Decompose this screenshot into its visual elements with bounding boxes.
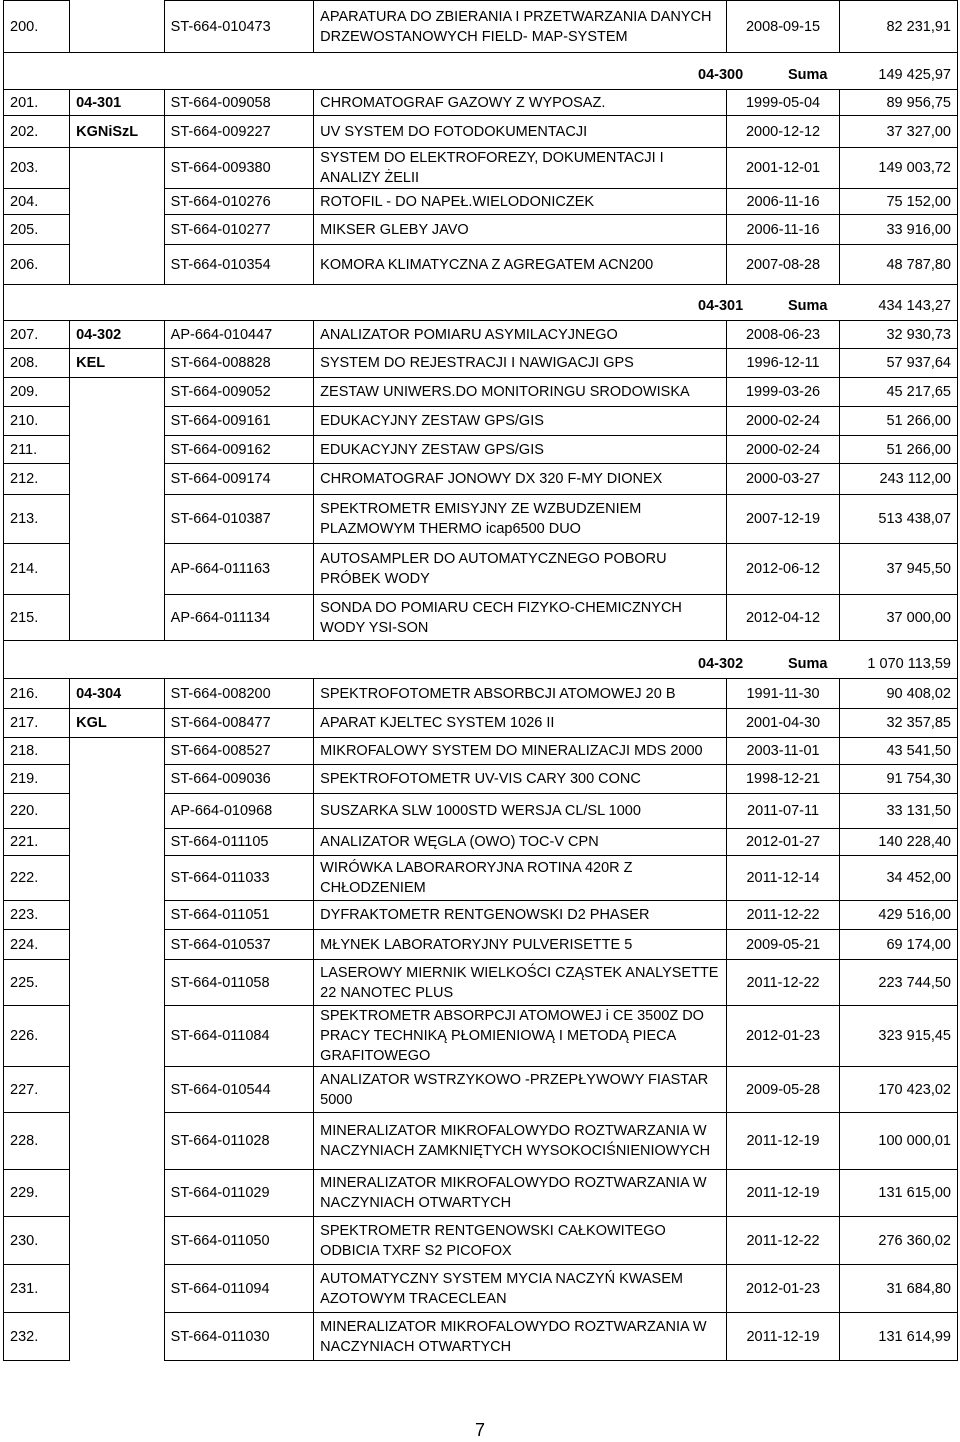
asset-value: 37 000,00 xyxy=(839,595,957,641)
inventory-number: ST-664-009036 xyxy=(164,765,314,794)
row-number: 221. xyxy=(4,829,70,856)
sum-value: 434 143,27 xyxy=(878,298,951,314)
inventory-number: ST-664-011094 xyxy=(164,1265,314,1313)
group-code xyxy=(70,1,165,53)
group-code xyxy=(70,1217,165,1265)
asset-name: KOMORA KLIMATYCZNA Z AGREGATEM ACN200 xyxy=(314,245,727,285)
asset-value: 429 516,00 xyxy=(839,901,957,930)
inventory-number: ST-664-011030 xyxy=(164,1313,314,1361)
inventory-number: ST-664-009174 xyxy=(164,464,314,495)
row-number: 230. xyxy=(4,1217,70,1265)
acquisition-date: 2006-11-16 xyxy=(727,189,840,215)
row-number: 227. xyxy=(4,1067,70,1113)
acquisition-date: 2000-12-12 xyxy=(727,116,840,148)
row-number: 213. xyxy=(4,495,70,544)
asset-value: 131 615,00 xyxy=(839,1170,957,1217)
asset-name: MŁYNEK LABORATORYJNY PULVERISETTE 5 xyxy=(314,930,727,960)
asset-value: 31 684,80 xyxy=(839,1265,957,1313)
asset-name: MINERALIZATOR MIKROFALOWYDO ROZTWARZANIA W NACZYNIACH OTWARTYCH xyxy=(314,1170,727,1217)
sum-group-code: 04-302 xyxy=(698,656,744,672)
acquisition-date: 1996-12-11 xyxy=(727,349,840,378)
asset-name: SPEKTROMETR RENTGENOWSKI CAŁKOWITEGO ODBICIA TXRF S2 PICOFOX xyxy=(314,1217,727,1265)
acquisition-date: 2008-09-15 xyxy=(727,1,840,53)
acquisition-date: 2011-12-19 xyxy=(727,1113,840,1170)
inventory-number: ST-664-011058 xyxy=(164,960,314,1006)
acquisition-date: 2000-03-27 xyxy=(727,464,840,495)
inventory-number: ST-664-011029 xyxy=(164,1170,314,1217)
acquisition-date: 2003-11-01 xyxy=(727,738,840,765)
sum-label: Suma xyxy=(788,67,828,83)
group-code xyxy=(70,544,165,595)
acquisition-date: 2001-12-01 xyxy=(727,148,840,189)
acquisition-date: 2011-12-22 xyxy=(727,1217,840,1265)
acquisition-date: 2012-01-23 xyxy=(727,1265,840,1313)
asset-value: 100 000,01 xyxy=(839,1113,957,1170)
inventory-number: AP-664-011163 xyxy=(164,544,314,595)
inventory-number: ST-664-009161 xyxy=(164,407,314,436)
group-code xyxy=(70,829,165,856)
asset-name: MIKROFALOWY SYSTEM DO MINERALIZACJI MDS 2000 xyxy=(314,738,727,765)
acquisition-date: 2006-11-16 xyxy=(727,215,840,245)
asset-name: MINERALIZATOR MIKROFALOWYDO ROZTWARZANIA W NACZYNIACH ZAMKNIĘTYCH WYSOKOCIŚNIENIOWYCH xyxy=(314,1113,727,1170)
asset-name: ANALIZATOR POMIARU ASYMILACYJNEGO xyxy=(314,321,727,349)
table-row xyxy=(4,378,958,407)
table-row xyxy=(4,464,958,495)
asset-value: 89 956,75 xyxy=(839,90,957,116)
asset-value: 90 408,02 xyxy=(839,679,957,709)
group-code xyxy=(70,1067,165,1113)
asset-name: CHROMATOGRAF JONOWY DX 320 F-MY DIONEX xyxy=(314,464,727,495)
inventory-number: ST-664-011105 xyxy=(164,829,314,856)
table-row xyxy=(4,215,958,245)
inventory-number: ST-664-008477 xyxy=(164,709,314,738)
asset-value: 33 916,00 xyxy=(839,215,957,245)
asset-value: 51 266,00 xyxy=(839,407,957,436)
asset-value: 91 754,30 xyxy=(839,765,957,794)
acquisition-date: 2012-01-23 xyxy=(727,1006,840,1067)
group-code xyxy=(70,215,165,245)
table-row xyxy=(4,856,958,901)
asset-value: 170 423,02 xyxy=(839,1067,957,1113)
asset-name: SPEKTROMETR EMISYJNY ZE WZBUDZENIEM PLAZMOWYM THERMO icap6500 DUO xyxy=(314,495,727,544)
inventory-number: AP-664-011134 xyxy=(164,595,314,641)
asset-value: 149 003,72 xyxy=(839,148,957,189)
group-sum-row xyxy=(4,285,958,321)
group-code xyxy=(70,495,165,544)
acquisition-date: 2001-04-30 xyxy=(727,709,840,738)
inventory-number: ST-664-011051 xyxy=(164,901,314,930)
group-code xyxy=(70,464,165,495)
acquisition-date: 2009-05-21 xyxy=(727,930,840,960)
asset-name: AUTOSAMPLER DO AUTOMATYCZNEGO POBORU PRÓBEK WODY xyxy=(314,544,727,595)
acquisition-date: 2011-12-14 xyxy=(727,856,840,901)
asset-value: 140 228,40 xyxy=(839,829,957,856)
row-number: 210. xyxy=(4,407,70,436)
asset-name: CHROMATOGRAF GAZOWY Z WYPOSAZ. xyxy=(314,90,727,116)
asset-value: 34 452,00 xyxy=(839,856,957,901)
asset-value: 43 541,50 xyxy=(839,738,957,765)
asset-name: DYFRAKTOMETR RENTGENOWSKI D2 PHASER xyxy=(314,901,727,930)
asset-name: EDUKACYJNY ZESTAW GPS/GIS xyxy=(314,436,727,464)
row-number: 218. xyxy=(4,738,70,765)
sum-group-code: 04-301 xyxy=(698,298,744,314)
sum-value: 1 070 113,59 xyxy=(867,656,951,672)
group-code xyxy=(70,1313,165,1361)
inventory-number: ST-664-011084 xyxy=(164,1006,314,1067)
acquisition-date: 2011-12-19 xyxy=(727,1170,840,1217)
acquisition-date: 1999-05-04 xyxy=(727,90,840,116)
group-code xyxy=(70,1265,165,1313)
asset-name: UV SYSTEM DO FOTODOKUMENTACJI xyxy=(314,116,727,148)
inventory-number: ST-664-011033 xyxy=(164,856,314,901)
row-number: 208. xyxy=(4,349,70,378)
table-row xyxy=(4,794,958,829)
group-code xyxy=(70,901,165,930)
asset-value: 75 152,00 xyxy=(839,189,957,215)
sum-value: 149 425,97 xyxy=(878,67,951,83)
sum-cell xyxy=(4,641,958,679)
asset-name: SPEKTROFOTOMETR ABSORBCJI ATOMOWEJ 20 B xyxy=(314,679,727,709)
inventory-number: ST-664-008527 xyxy=(164,738,314,765)
acquisition-date: 2009-05-28 xyxy=(727,1067,840,1113)
inventory-number: ST-664-010354 xyxy=(164,245,314,285)
table-row xyxy=(4,148,958,189)
row-number: 201. xyxy=(4,90,70,116)
row-number: 205. xyxy=(4,215,70,245)
row-number: 219. xyxy=(4,765,70,794)
inventory-number: ST-664-008200 xyxy=(164,679,314,709)
acquisition-date: 2007-12-19 xyxy=(727,495,840,544)
group-code xyxy=(70,738,165,765)
row-number: 200. xyxy=(4,1,70,53)
table-row xyxy=(4,595,958,641)
asset-name: ZESTAW UNIWERS.DO MONITORINGU SRODOWISKA xyxy=(314,378,727,407)
acquisition-date: 2000-02-24 xyxy=(727,436,840,464)
asset-name: MIKSER GLEBY JAVO xyxy=(314,215,727,245)
asset-name: SUSZARKA SLW 1000STD WERSJA CL/SL 1000 xyxy=(314,794,727,829)
sum-cell xyxy=(4,285,958,321)
acquisition-date: 2011-07-11 xyxy=(727,794,840,829)
acquisition-date: 2008-06-23 xyxy=(727,321,840,349)
group-code: KEL xyxy=(70,349,165,378)
inventory-document xyxy=(3,0,958,1361)
table-row xyxy=(4,1006,958,1067)
row-number: 206. xyxy=(4,245,70,285)
acquisition-date: 2011-12-19 xyxy=(727,1313,840,1361)
sum-group-code: 04-300 xyxy=(698,67,744,83)
group-sum-row xyxy=(4,53,958,90)
asset-value: 513 438,07 xyxy=(839,495,957,544)
group-code xyxy=(70,794,165,829)
inventory-number: ST-664-008828 xyxy=(164,349,314,378)
row-number: 223. xyxy=(4,901,70,930)
group-code: KGNiSzL xyxy=(70,116,165,148)
asset-value: 32 930,73 xyxy=(839,321,957,349)
asset-value: 276 360,02 xyxy=(839,1217,957,1265)
group-code: 04-301 xyxy=(70,90,165,116)
row-number: 202. xyxy=(4,116,70,148)
table-row xyxy=(4,930,958,960)
asset-name: APARATURA DO ZBIERANIA I PRZETWARZANIA DANYCH DRZEWOSTANOWYCH FIELD- MAP-SYSTEM xyxy=(314,1,727,53)
asset-value: 37 327,00 xyxy=(839,116,957,148)
asset-name: AUTOMATYCZNY SYSTEM MYCIA NACZYŃ KWASEM AZOTOWYM TRACECLEAN xyxy=(314,1265,727,1313)
inventory-number: ST-664-010473 xyxy=(164,1,314,53)
table-row xyxy=(4,1313,958,1361)
group-code: KGL xyxy=(70,709,165,738)
acquisition-date: 2007-08-28 xyxy=(727,245,840,285)
table-row xyxy=(4,765,958,794)
asset-value: 82 231,91 xyxy=(839,1,957,53)
asset-value: 51 266,00 xyxy=(839,436,957,464)
table-row xyxy=(4,495,958,544)
asset-name: EDUKACYJNY ZESTAW GPS/GIS xyxy=(314,407,727,436)
asset-name: WIRÓWKA LABORARORYJNA ROTINA 420R Z CHŁODZENIEM xyxy=(314,856,727,901)
inventory-number: ST-664-009162 xyxy=(164,436,314,464)
table-row xyxy=(4,1067,958,1113)
inventory-number: ST-664-009380 xyxy=(164,148,314,189)
group-code xyxy=(70,1113,165,1170)
row-number: 232. xyxy=(4,1313,70,1361)
inventory-number: AP-664-010447 xyxy=(164,321,314,349)
asset-name: APARAT KJELTEC SYSTEM 1026 II xyxy=(314,709,727,738)
page-number: 7 xyxy=(474,1420,485,1440)
acquisition-date: 2012-06-12 xyxy=(727,544,840,595)
row-number: 231. xyxy=(4,1265,70,1313)
inventory-number: ST-664-011050 xyxy=(164,1217,314,1265)
table-row xyxy=(4,960,958,1006)
table-row xyxy=(4,245,958,285)
row-number: 214. xyxy=(4,544,70,595)
asset-value: 223 744,50 xyxy=(839,960,957,1006)
asset-value: 323 915,45 xyxy=(839,1006,957,1067)
asset-name: SYSTEM DO REJESTRACJI I NAWIGACJI GPS xyxy=(314,349,727,378)
table-row xyxy=(4,829,958,856)
row-number: 212. xyxy=(4,464,70,495)
table-row xyxy=(4,321,958,349)
table-row xyxy=(4,189,958,215)
asset-value: 243 112,00 xyxy=(839,464,957,495)
table-row xyxy=(4,90,958,116)
asset-value: 48 787,80 xyxy=(839,245,957,285)
row-number: 226. xyxy=(4,1006,70,1067)
group-code xyxy=(70,960,165,1006)
group-code: 04-302 xyxy=(70,321,165,349)
inventory-number: ST-664-009058 xyxy=(164,90,314,116)
row-number: 224. xyxy=(4,930,70,960)
group-code xyxy=(70,407,165,436)
group-code xyxy=(70,148,165,189)
table-row xyxy=(4,1265,958,1313)
inventory-table xyxy=(3,0,958,1361)
group-code xyxy=(70,856,165,901)
table-row xyxy=(4,349,958,378)
table-row xyxy=(4,407,958,436)
asset-value: 37 945,50 xyxy=(839,544,957,595)
row-number: 217. xyxy=(4,709,70,738)
group-code: 04-304 xyxy=(70,679,165,709)
inventory-number: ST-664-010276 xyxy=(164,189,314,215)
row-number: 204. xyxy=(4,189,70,215)
group-code xyxy=(70,378,165,407)
row-number: 228. xyxy=(4,1113,70,1170)
row-number: 222. xyxy=(4,856,70,901)
asset-value: 33 131,50 xyxy=(839,794,957,829)
asset-name: LASEROWY MIERNIK WIELKOŚCI CZĄSTEK ANALYSETTE 22 NANOTEC PLUS xyxy=(314,960,727,1006)
table-row xyxy=(4,544,958,595)
asset-value: 69 174,00 xyxy=(839,930,957,960)
acquisition-date: 1998-12-21 xyxy=(727,765,840,794)
asset-name: SPEKTROMETR ABSORPCJI ATOMOWEJ i CE 3500Z DO PRACY TECHNIKĄ PŁOMIENIOWĄ I METODĄ PIECA GRAFITOWEGO xyxy=(314,1006,727,1067)
asset-name: MINERALIZATOR MIKROFALOWYDO ROZTWARZANIA W NACZYNIACH OTWARTYCH xyxy=(314,1313,727,1361)
group-code xyxy=(70,765,165,794)
table-row xyxy=(4,436,958,464)
group-code xyxy=(70,930,165,960)
table-row xyxy=(4,1170,958,1217)
sum-label: Suma xyxy=(788,298,828,314)
row-number: 229. xyxy=(4,1170,70,1217)
row-number: 211. xyxy=(4,436,70,464)
acquisition-date: 2012-04-12 xyxy=(727,595,840,641)
acquisition-date: 1991-11-30 xyxy=(727,679,840,709)
table-row xyxy=(4,901,958,930)
sum-label: Suma xyxy=(788,656,828,672)
group-sum-row xyxy=(4,641,958,679)
inventory-number: ST-664-010537 xyxy=(164,930,314,960)
table-row xyxy=(4,1113,958,1170)
table-row xyxy=(4,738,958,765)
row-number: 215. xyxy=(4,595,70,641)
inventory-number: ST-664-010277 xyxy=(164,215,314,245)
asset-value: 131 614,99 xyxy=(839,1313,957,1361)
acquisition-date: 2012-01-27 xyxy=(727,829,840,856)
table-row xyxy=(4,709,958,738)
asset-value: 57 937,64 xyxy=(839,349,957,378)
inventory-table-body xyxy=(4,1,958,1361)
sum-cell xyxy=(4,53,958,90)
group-code xyxy=(70,1170,165,1217)
group-code xyxy=(70,436,165,464)
asset-name: ANALIZATOR WSTRZYKOWO -PRZEPŁYWOWY FIASTAR 5000 xyxy=(314,1067,727,1113)
asset-value: 45 217,65 xyxy=(839,378,957,407)
acquisition-date: 2011-12-22 xyxy=(727,960,840,1006)
table-row xyxy=(4,116,958,148)
inventory-number: ST-664-009052 xyxy=(164,378,314,407)
asset-name: ROTOFIL - DO NAPEŁ.WIELODONICZEK xyxy=(314,189,727,215)
group-code xyxy=(70,1006,165,1067)
row-number: 216. xyxy=(4,679,70,709)
acquisition-date: 1999-03-26 xyxy=(727,378,840,407)
asset-name: ANALIZATOR WĘGLA (OWO) TOC-V CPN xyxy=(314,829,727,856)
group-code xyxy=(70,245,165,285)
asset-name: SPEKTROFOTOMETR UV-VIS CARY 300 CONC xyxy=(314,765,727,794)
inventory-number: ST-664-010544 xyxy=(164,1067,314,1113)
group-code xyxy=(70,189,165,215)
inventory-number: AP-664-010968 xyxy=(164,794,314,829)
inventory-number: ST-664-009227 xyxy=(164,116,314,148)
inventory-number: ST-664-011028 xyxy=(164,1113,314,1170)
row-number: 203. xyxy=(4,148,70,189)
table-row xyxy=(4,1,958,53)
inventory-number: ST-664-010387 xyxy=(164,495,314,544)
group-code xyxy=(70,595,165,641)
row-number: 220. xyxy=(4,794,70,829)
table-row xyxy=(4,1217,958,1265)
row-number: 207. xyxy=(4,321,70,349)
table-row xyxy=(4,679,958,709)
asset-value: 32 357,85 xyxy=(839,709,957,738)
asset-name: SONDA DO POMIARU CECH FIZYKO-CHEMICZNYCH WODY YSI-SON xyxy=(314,595,727,641)
acquisition-date: 2011-12-22 xyxy=(727,901,840,930)
asset-name: SYSTEM DO ELEKTROFOREZY, DOKUMENTACJI I ANALIZY ŻELII xyxy=(314,148,727,189)
row-number: 209. xyxy=(4,378,70,407)
acquisition-date: 2000-02-24 xyxy=(727,407,840,436)
row-number: 225. xyxy=(4,960,70,1006)
